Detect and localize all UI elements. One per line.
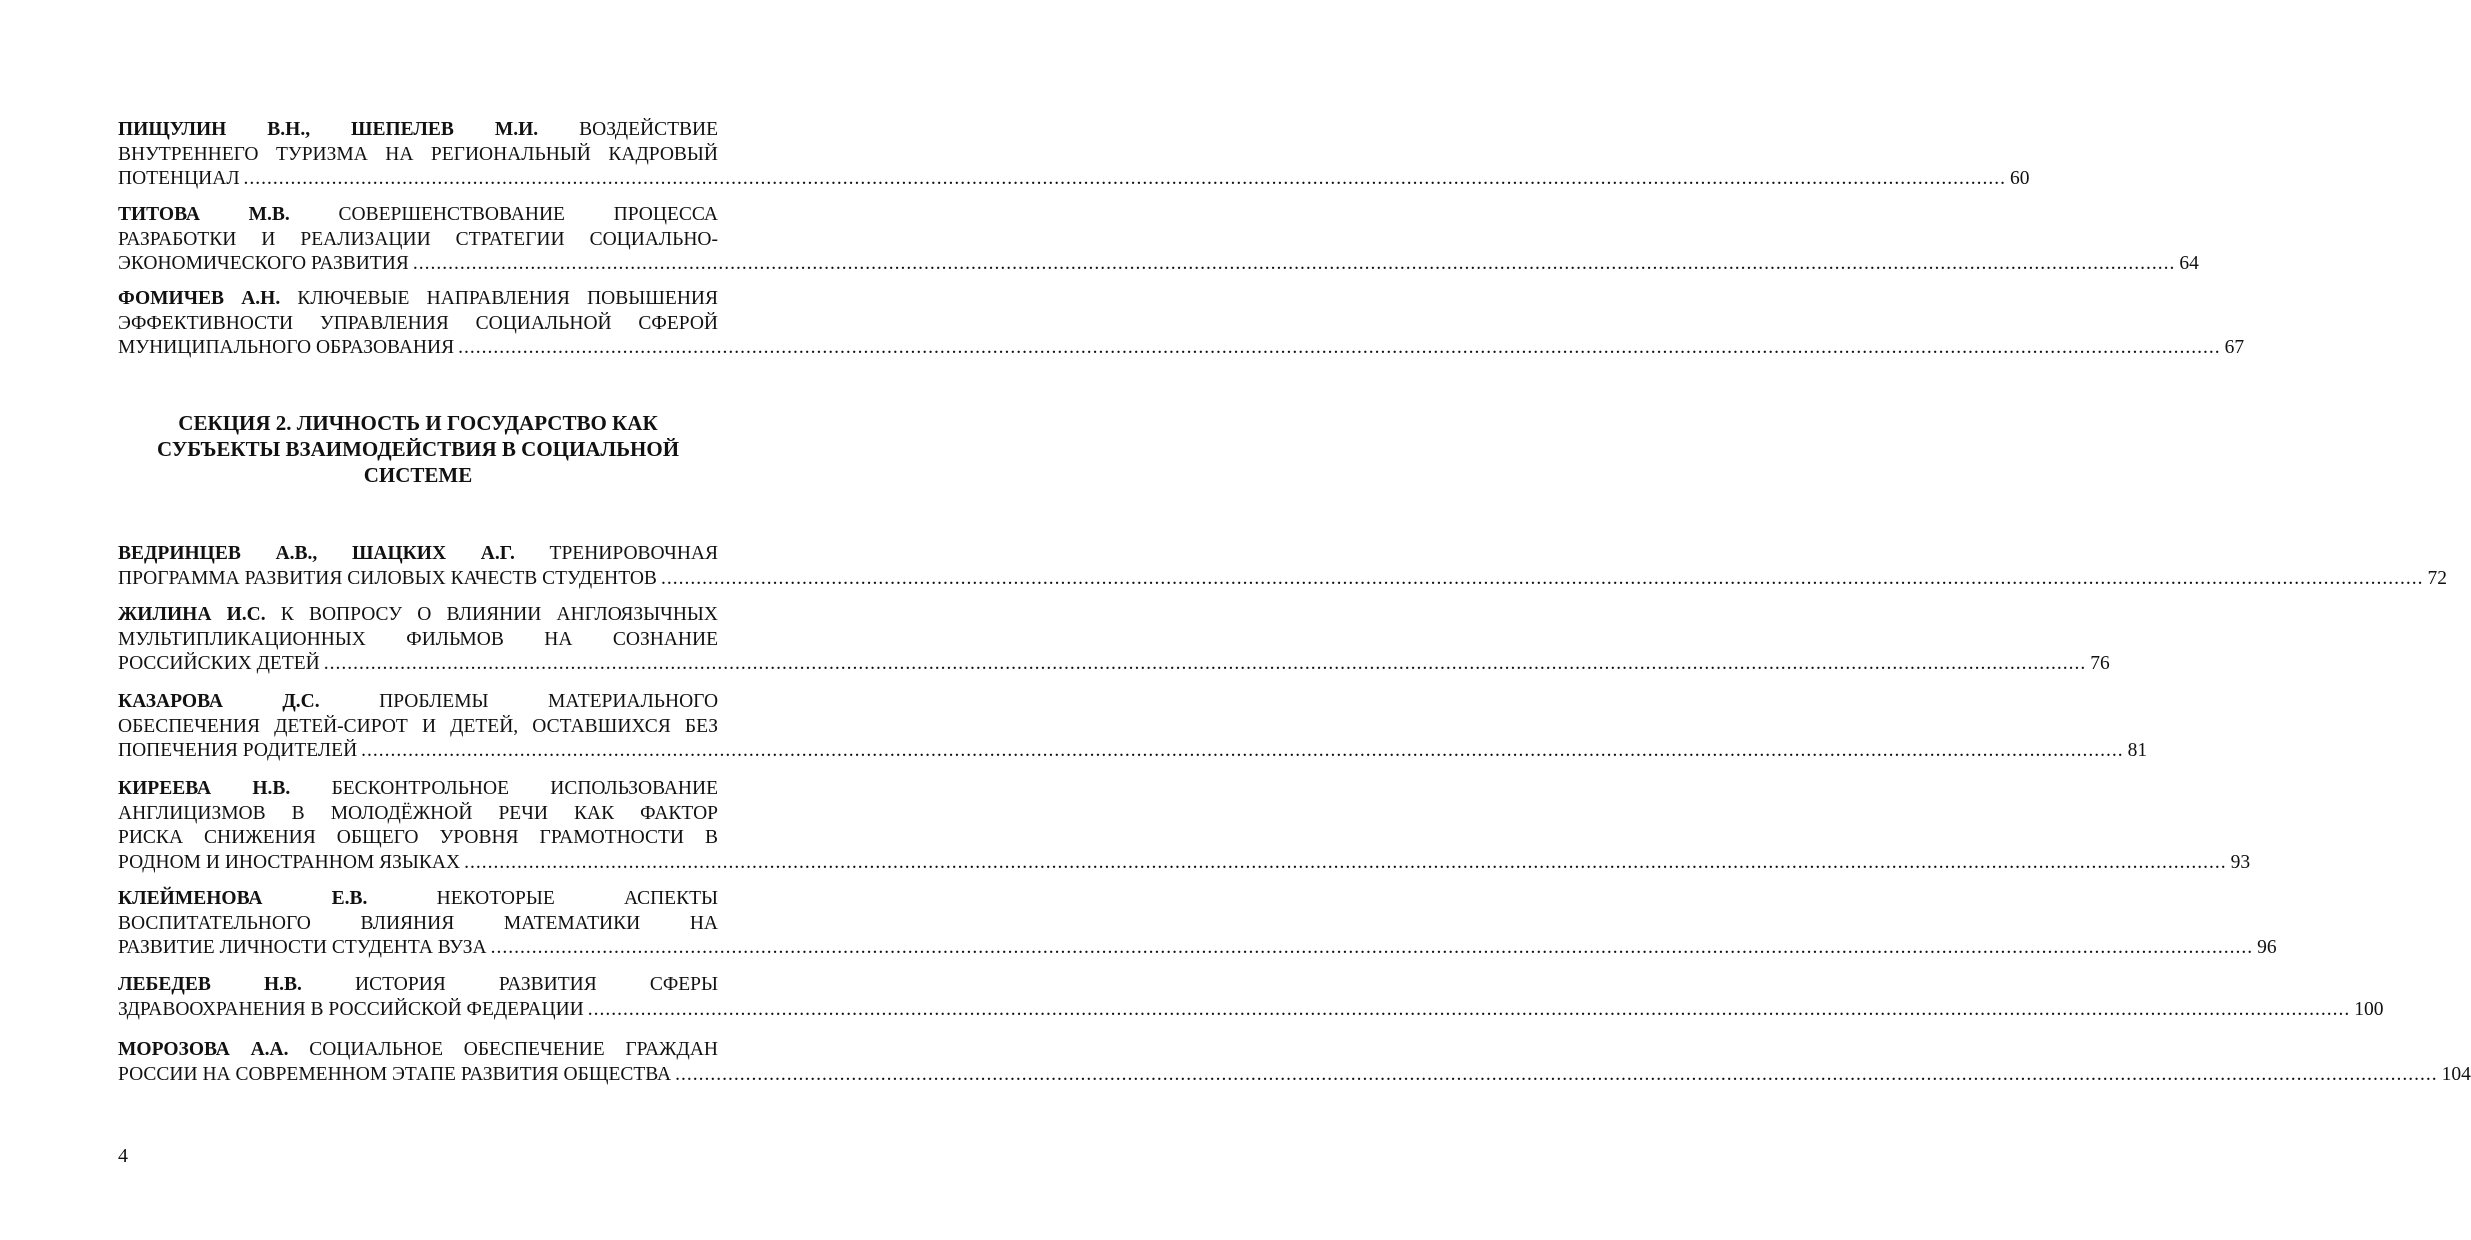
toc-entry-title: ОБЕСПЕЧЕНИЯ ДЕТЕЙ-СИРОТ И ДЕТЕЙ, ОСТАВШИХСЯ БЕЗ [118, 715, 718, 737]
toc-entry-line [118, 567, 2447, 592]
toc-entry-title: ПРОГРАММА РАЗВИТИЯ СИЛОВЫХ КАЧЕСТВ СТУДЕНТОВ [118, 567, 657, 589]
toc-entry [118, 690, 2148, 764]
toc-entry-author: ВЕДРИНЦЕВ А.В., ШАЦКИХ А.Г. [118, 543, 515, 564]
toc-entry-line [118, 542, 718, 567]
toc-entry-title: ВНУТРЕННЕГО ТУРИЗМА НА РЕГИОНАЛЬНЫЙ КАДРОВЫЙ [118, 143, 718, 165]
toc-leader-dots: ............................................................................................................................................................................................................................................................................................................ [587, 998, 2351, 1020]
toc-entry-line [118, 973, 718, 998]
toc-entry-line [118, 118, 718, 143]
toc-entry-line [118, 287, 718, 312]
toc-entry-line [118, 203, 718, 228]
toc-entry-page: 67 [2224, 337, 2245, 358]
toc-entry-title: К ВОПРОСУ О ВЛИЯНИИ АНГЛОЯЗЫЧНЫХ [280, 604, 719, 625]
toc-entry-author: ПИЩУЛИН В.Н., ШЕПЕЛЕВ М.И. [118, 119, 539, 140]
section-heading-line: СУБЪЕКТЫ ВЗАИМОДЕЙСТВИЯ В СОЦИАЛЬНОЙ [156, 437, 680, 461]
toc-entry [118, 603, 2110, 677]
toc-leader-dots: ............................................................................................................................................................................................................................................................................................................ [490, 937, 2254, 958]
toc-entry-line [118, 998, 2384, 1023]
section-heading-line: СИСТЕМЕ [363, 463, 473, 487]
toc-entry-title: РИСКА СНИЖЕНИЯ ОБЩЕГО УРОВНЯ ГРАМОТНОСТИ В [118, 827, 718, 848]
toc-leader-dots: ............................................................................................................................................................................................................................................................................................................ [675, 1063, 2438, 1085]
toc-entry-page: 64 [2179, 253, 2199, 274]
toc-entry [118, 118, 2030, 192]
toc-entry-title: АНГЛИЦИЗМОВ В МОЛОДЁЖНОЙ РЕЧИ КАК ФАКТОР [118, 802, 718, 824]
toc-entry-title: РОДНОМ И ИНОСТРАННОМ ЯЗЫКАХ [118, 851, 461, 873]
toc-entry-author: ЖИЛИНА И.С. [118, 604, 266, 625]
section-heading-line: СЕКЦИЯ 2. ЛИЧНОСТЬ И ГОСУДАРСТВО КАК [178, 411, 658, 435]
toc-entry-author: КИРЕЕВА Н.В. [118, 778, 291, 799]
toc-entry-author: КЛЕЙМЕНОВА Е.В. [118, 888, 368, 909]
toc-entry-page: 100 [2354, 998, 2384, 1020]
toc-leader-dots: ............................................................................................................................................................................................................................................................................................................ [361, 740, 2124, 761]
toc-entry-line [118, 1038, 718, 1063]
toc-entry [118, 542, 2447, 591]
toc-entry-page: 72 [2427, 567, 2447, 589]
toc-entry-line [118, 252, 2199, 277]
toc-entry-line [118, 851, 2251, 876]
toc-entry-title: ВОСПИТАТЕЛЬНОГО ВЛИЯНИЯ МАТЕМАТИКИ НА [118, 912, 718, 934]
toc-entry-title: ЭФФЕКТИВНОСТИ УПРАВЛЕНИЯ СОЦИАЛЬНОЙ СФЕРОЙ [118, 312, 718, 334]
toc-entry-title: МУНИЦИПАЛЬНОГО ОБРАЗОВАНИЯ [118, 337, 455, 358]
toc-entry-line [118, 1063, 2471, 1088]
toc-entry-title: МУЛЬТИПЛИКАЦИОННЫХ ФИЛЬМОВ НА СОЗНАНИЕ [118, 628, 718, 650]
toc-entry-title: РАЗВИТИЕ ЛИЧНОСТИ СТУДЕНТА ВУЗА [118, 937, 487, 958]
toc-leader-dots: ............................................................................................................................................................................................................................................................................................................ [323, 653, 2087, 674]
toc-entry-author: МОРОЗОВА А.А. [118, 1039, 289, 1060]
toc-entry-title: КЛЮЧЕВЫЕ НАПРАВЛЕНИЯ ПОВЫШЕНИЯ [297, 288, 718, 309]
toc-entry-title: НЕКОТОРЫЕ АСПЕКТЫ [436, 888, 718, 909]
toc-entry-title: ТРЕНИРОВОЧНАЯ [549, 543, 718, 564]
toc-entry-line [118, 652, 2110, 677]
toc-leader-dots: ............................................................................................................................................................................................................................................................................................................ [243, 168, 2007, 189]
toc-entry-title: ПРОБЛЕМЫ МАТЕРИАЛЬНОГО [379, 691, 719, 712]
toc-entry-title: ИСТОРИЯ РАЗВИТИЯ СФЕРЫ [355, 974, 718, 995]
toc-entry [118, 1038, 2471, 1087]
toc-entry-author: КАЗАРОВА Д.С. [118, 691, 320, 712]
toc-leader-dots: ............................................................................................................................................................................................................................................................................................................ [458, 337, 2221, 358]
toc-entry-line [118, 936, 2277, 961]
toc-entry-title: СОВЕРШЕНСТВОВАНИЕ ПРОЦЕССА [338, 204, 718, 225]
toc-entry-title: ПОТЕНЦИАЛ [118, 168, 240, 189]
toc-entry [118, 203, 2199, 277]
toc-entry-line [118, 739, 2148, 764]
toc-entry-line [118, 690, 718, 715]
toc-entry-page: 60 [2010, 168, 2030, 189]
toc-entry [118, 973, 2384, 1022]
toc-entry [118, 777, 2251, 875]
toc-entry-title: РАЗРАБОТКИ И РЕАЛИЗАЦИИ СТРАТЕГИИ СОЦИАЛЬНО- [118, 228, 718, 250]
toc-entry-line [118, 887, 718, 912]
toc-entry-title: ВОЗДЕЙСТВИЕ [579, 119, 718, 140]
toc-entry-author: ЛЕБЕДЕВ Н.В. [118, 974, 302, 995]
toc-leader-dots: ............................................................................................................................................................................................................................................................................................................ [660, 567, 2424, 589]
toc-entry-title: РОССИИ НА СОВРЕМЕННОМ ЭТАПЕ РАЗВИТИЯ ОБЩЕСТВА [118, 1063, 672, 1085]
toc-entry-title: ЭКОНОМИЧЕСКОГО РАЗВИТИЯ [118, 253, 409, 274]
section-heading [118, 410, 718, 488]
toc-entry-title: РОССИЙСКИХ ДЕТЕЙ [118, 653, 320, 674]
toc-entry-page: 96 [2257, 937, 2277, 958]
toc-entry-page: 104 [2441, 1063, 2471, 1085]
toc-entry [118, 287, 2245, 361]
page-number: 4 [118, 1145, 128, 1167]
toc-entry-title: ПОПЕЧЕНИЯ РОДИТЕЛЕЙ [118, 740, 358, 761]
toc-entry-title: ЗДРАВООХРАНЕНИЯ В РОССИЙСКОЙ ФЕДЕРАЦИИ [118, 998, 584, 1020]
toc-entry-line [118, 777, 718, 802]
toc-entry-page: 81 [2127, 740, 2148, 761]
toc-entry-author: ТИТОВА М.В. [118, 204, 290, 225]
toc-leader-dots: ............................................................................................................................................................................................................................................................................................................ [464, 851, 2227, 873]
toc-entry-page: 76 [2090, 653, 2110, 674]
toc-entry-line [118, 167, 2030, 192]
toc-leader-dots: ............................................................................................................................................................................................................................................................................................................ [412, 253, 2176, 274]
toc-entry-title: БЕСКОНТРОЛЬНОЕ ИСПОЛЬЗОВАНИЕ [331, 778, 719, 799]
toc-entry-title: СОЦИАЛЬНОЕ ОБЕСПЕЧЕНИЕ ГРАЖДАН [309, 1039, 718, 1060]
toc-entry-line [118, 336, 2245, 361]
toc-entry-author: ФОМИЧЕВ А.Н. [118, 288, 281, 309]
toc-entry [118, 887, 2277, 961]
toc-entry-line [118, 603, 718, 628]
toc-entry-page: 93 [2230, 851, 2251, 873]
